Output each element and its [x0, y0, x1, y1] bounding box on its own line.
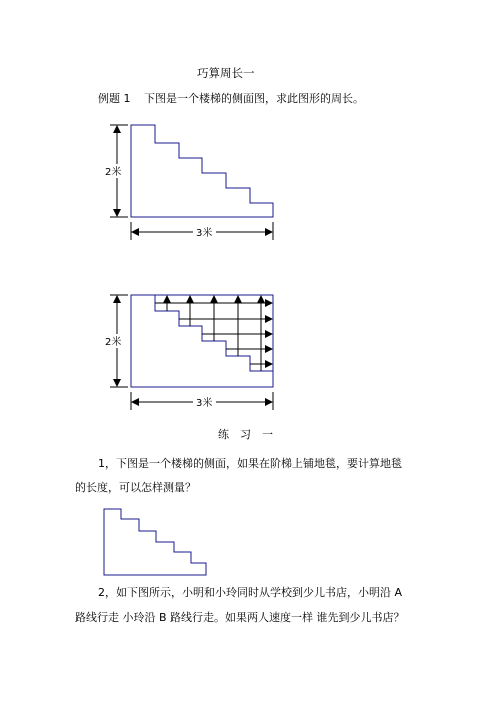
staircase-outline	[131, 125, 273, 217]
exercise-heading: 练 习 一	[218, 428, 273, 441]
example-label: 例题 1	[98, 92, 131, 105]
figure-1-staircase	[105, 125, 273, 240]
question-2-line-1: 2，如下图所示，小明和小玲同时从学校到少儿书店，小明沿 A	[98, 586, 403, 599]
height-label: 2米	[105, 167, 122, 178]
staircase-outline	[104, 509, 206, 575]
page-title: 巧算周长一	[197, 66, 255, 80]
height-label: 2米	[105, 337, 122, 348]
example-text: 下图是一个楼梯的侧面图，求此图形的周长。	[144, 92, 364, 105]
question-1-line-2: 的长度，可以怎样测量？	[75, 481, 196, 494]
figure-2-staircase-translated	[105, 295, 273, 410]
width-label: 3米	[196, 398, 213, 409]
question-2-line-2: 路线行走 小玲沿 B 路线行走。如果两人速度一样 谁先到少儿书店？	[75, 611, 405, 624]
figure-3-staircase	[104, 509, 206, 575]
question-1-line-1: 1，下图是一个楼梯的侧面，如果在阶梯上铺地毯，要计算地毯	[98, 457, 402, 470]
width-label: 3米	[196, 228, 213, 239]
